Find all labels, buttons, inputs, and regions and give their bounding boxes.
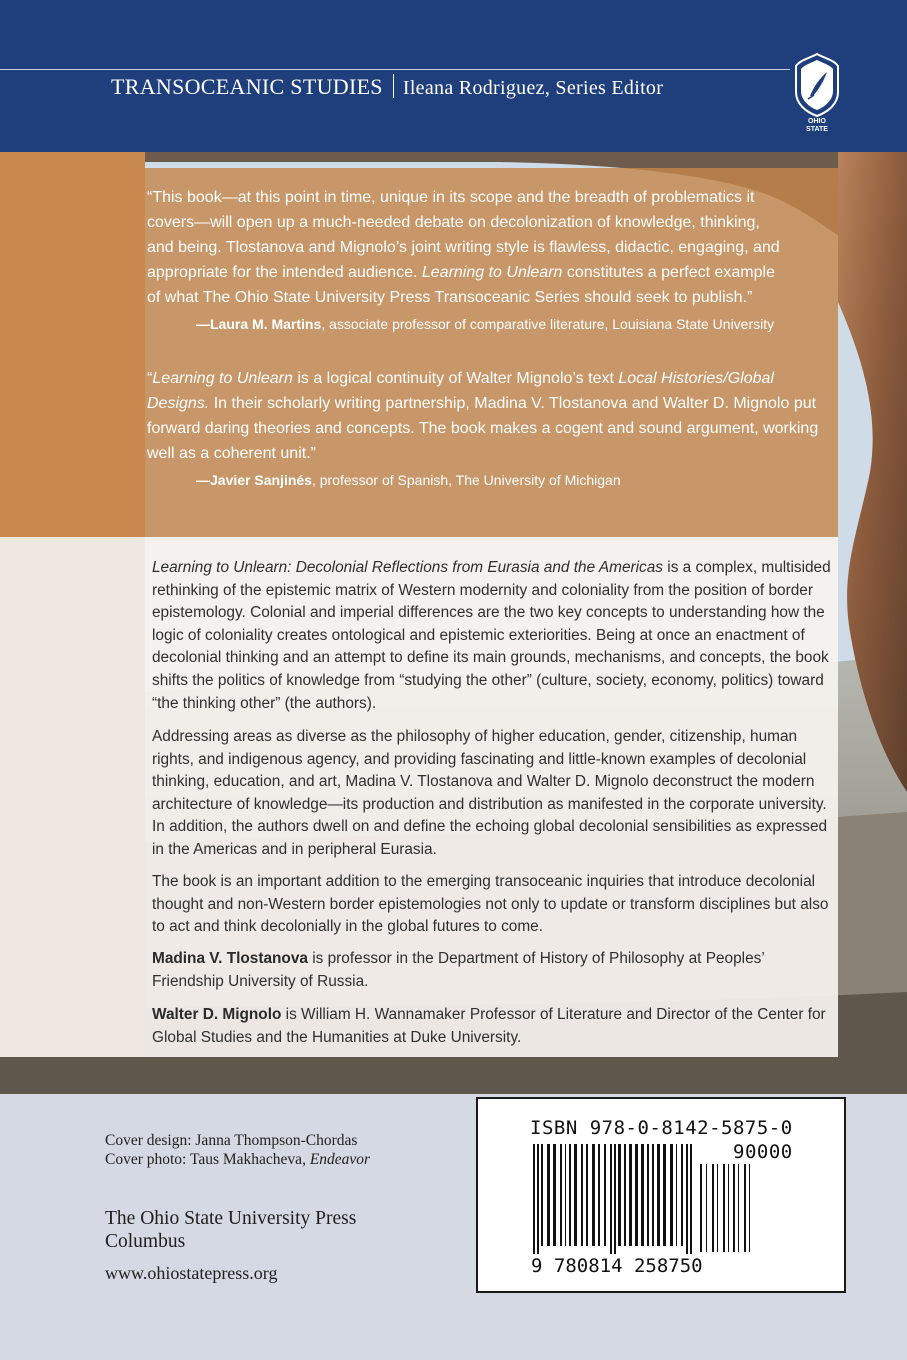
author-2-name: Walter D. Mignolo	[152, 1006, 282, 1023]
description-paragraph-2: Addressing areas as diverse as the philosophy of higher education, gender, citizenship, human rights, and indigenous agency, and providing fascinating and little-known examples of decolonial thinking, education, and art, Madina V. Tlostanova and Walter D. Mignolo deconstruct the modern architecture of knowledge—its production and distribution as manifested in the corporate university. In addition, the authors dwell on and define the echoing global decolonial sensibilities as expressed in the Americas and in peripheral Eurasia.	[152, 728, 828, 858]
banner-rule	[0, 69, 790, 70]
barcode-bar	[618, 1144, 621, 1246]
barcode-bar	[744, 1164, 746, 1252]
barcode-bar	[624, 1144, 626, 1246]
barcode-bar	[652, 1144, 654, 1246]
barcode-bar	[553, 1144, 556, 1246]
quote-2-line-2-rest: In their scholarly writing partnership, Madina V. Tlostanova and Walter D. Mignolo	[209, 395, 790, 412]
cover-photo-title: Endeavor	[309, 1151, 371, 1168]
barcode-bar	[670, 1144, 673, 1246]
quote-1-book-title: Learning to Unlearn	[421, 264, 563, 281]
series-title	[111, 74, 663, 100]
blurb-quote-2	[147, 366, 837, 466]
author-1-bio-text: is professor in the Department of History of Philosophy at Peoples’ Friendship University of Russia.	[152, 950, 765, 990]
quote-2-line-1	[147, 370, 774, 387]
description-paragraph-1-text: is a complex, multisided rethinking of the epistemic matrix of Western modernity and coloniality from the position of border epistemology. Colonial and imperial differences are the two key concepts to understanding how the logic of coloniality creates ontological and epistemic exteriorities. Being at once an enactment of decolonial thinking and an attempt to define its main grounds, mechanisms, and concepts, the book shifts the politics of knowledge from “studying the other” (culture, society, economy, politics) toward “the thinking other” (the authors).	[152, 559, 831, 712]
quote-2-cited-title-end: Designs.	[147, 395, 210, 412]
barcode-bar	[610, 1144, 612, 1254]
barcode-bar	[700, 1164, 702, 1252]
barcode-bar	[565, 1144, 566, 1246]
barcode-bar	[733, 1164, 735, 1252]
barcode-bar	[581, 1144, 583, 1246]
barcode-bar	[690, 1144, 692, 1254]
ohio-state-logo-text	[792, 118, 842, 134]
barcode-bar	[717, 1164, 718, 1252]
barcode-bar	[560, 1144, 562, 1246]
author-bio-2	[152, 1004, 840, 1049]
barcode-bar	[537, 1144, 539, 1254]
barcode-bar	[647, 1144, 649, 1246]
barcode-bar	[541, 1144, 543, 1246]
barcode-bar	[533, 1144, 535, 1254]
barcode-bar	[663, 1144, 666, 1246]
quote-2-affiliation: , professor of Spanish, The University of Michigan	[311, 472, 621, 488]
quote-1-affiliation: , associate professor of comparative literature, Louisiana State University	[321, 316, 775, 332]
barcode-bar	[723, 1164, 725, 1252]
blurb-quote-1	[147, 185, 837, 310]
quote-2-line-3: put forward daring theories and concepts. The book makes a cogent and sound argument,	[147, 395, 817, 437]
quote-2-attribution	[196, 472, 621, 488]
quote-2-line-1-mid: is a logical continuity of Walter Mignolo’s text	[292, 370, 619, 387]
barcode-bar	[728, 1164, 729, 1252]
quote-1-line-4-start: appropriate for the intended audience.	[147, 264, 422, 281]
left-pale-strip	[0, 537, 145, 1057]
quote-1-line-4	[147, 260, 837, 285]
barcode-bar	[604, 1144, 606, 1246]
quote-2-line-4: working well as a coherent unit.”	[147, 420, 819, 462]
barcode-bar	[712, 1164, 714, 1252]
barcode-bar	[547, 1144, 550, 1246]
quote-2-cited-title-start: Local Histories/Global	[618, 370, 774, 387]
description-paragraph-1	[152, 557, 840, 715]
barcode-bar	[592, 1144, 595, 1246]
series-name: TRANSOCEANIC STUDIES	[111, 74, 383, 99]
cover-photo-credit-prefix: Cover photo: Taus Makhacheva,	[105, 1151, 310, 1168]
left-accent-strip	[0, 152, 145, 537]
cover-design-credit: Cover design: Janna Thompson-Chordas	[105, 1132, 358, 1149]
author-2-bio-text: is William H. Wannamaker Professor of Literature and Director of the Center for Global Studies and the Humanities at Duke University.	[152, 1006, 826, 1046]
barcode-bar	[598, 1144, 600, 1246]
quote-2-book-title: Learning to Unlearn	[152, 370, 293, 387]
full-book-title: Learning to Unlearn: Decolonial Reflections from Eurasia and the Americas	[152, 559, 664, 576]
barcode-bar	[657, 1144, 660, 1246]
quote-1-line-1: “This book—at this point in time, unique in its scope and the breadth of problematics it	[147, 189, 755, 206]
barcode-bar	[706, 1164, 707, 1252]
quote-1-line-3: and being. Tlostanova and Mignolo’s joint writing style is flawless, didactic, engaging, and	[147, 239, 780, 256]
quote-2-open-mark: “	[147, 370, 153, 387]
publisher-city: Columbus	[105, 1231, 186, 1252]
barcode-bar	[641, 1144, 644, 1246]
author-bio-1	[152, 948, 840, 993]
description-paragraph-3: The book is an important addition to the emerging transoceanic inquiries that introduce decolonial thought and non-Western border epistemologies not only to update or transform disciplines but also to act and think decolonially in the global futures to come.	[152, 873, 829, 936]
barcode-bar	[574, 1144, 577, 1246]
barcode-bar	[686, 1144, 688, 1254]
author-1-name: Madina V. Tlostanova	[152, 950, 308, 967]
ean-number: 9 780814 258750	[531, 1255, 703, 1277]
quote-1-author: —Laura M. Martins	[196, 316, 322, 332]
quote-1-attribution	[196, 316, 774, 332]
barcode-bar	[738, 1164, 739, 1252]
barcode-bar	[749, 1164, 750, 1252]
quote-2-line-2	[147, 395, 789, 412]
barcode-bars	[531, 1144, 821, 1256]
barcode-bar	[676, 1144, 677, 1246]
isbn-text: ISBN 978-0-8142-5875-0	[530, 1117, 793, 1139]
quote-1-line-5: of what The Ohio State University Press Transoceanic Series should seek to publish.”	[147, 289, 753, 306]
logo-text-ohio: OHIO	[808, 118, 826, 125]
quote-1-line-2: covers—will open up a much-needed debate on decolonization of knowledge, thinking,	[147, 214, 760, 231]
barcode-bar	[586, 1144, 588, 1246]
barcode-bar	[569, 1144, 571, 1246]
series-separator	[393, 74, 394, 98]
price-addon-text: 90000	[733, 1141, 793, 1163]
publisher-website[interactable]: www.ohiostatepress.org	[105, 1263, 278, 1283]
series-editor: Ileana Rodriguez, Series Editor	[402, 77, 664, 99]
quote-2-author: —Javier Sanjinés	[196, 472, 312, 488]
quote-1-line-4-end: constitutes a perfect example	[562, 264, 775, 281]
barcode-bar	[681, 1144, 683, 1246]
barcode-bar	[629, 1144, 632, 1246]
publisher-name: The Ohio State University Press	[105, 1208, 357, 1229]
logo-text-state: STATE	[806, 126, 828, 133]
barcode-bar	[635, 1144, 638, 1246]
cover-photo-credit	[105, 1151, 370, 1169]
barcode-bar	[614, 1144, 616, 1254]
